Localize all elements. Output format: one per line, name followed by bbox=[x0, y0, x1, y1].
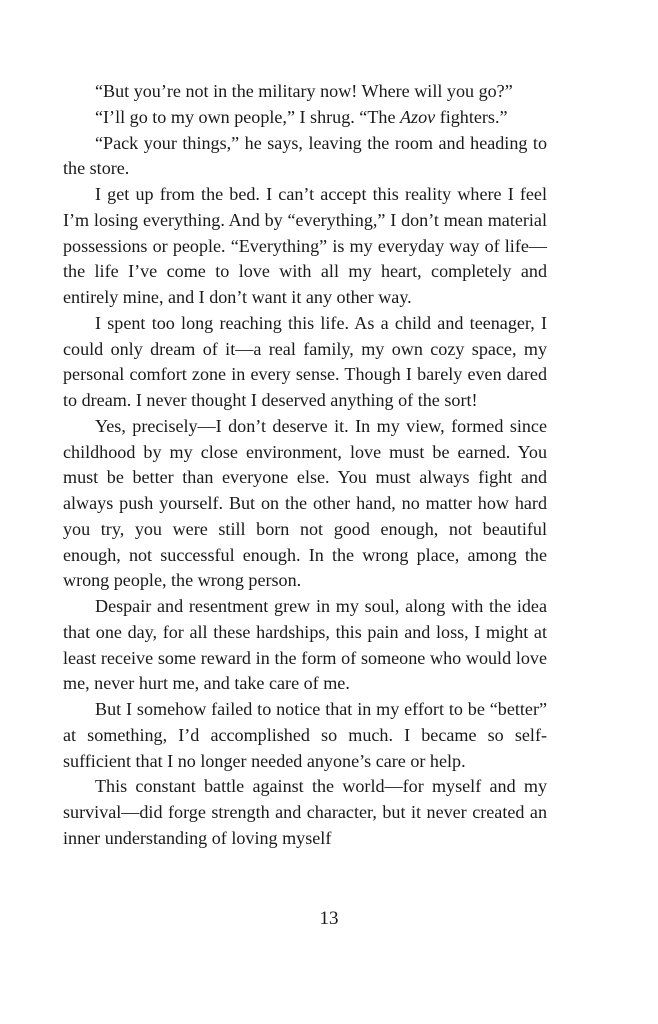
page-number: 13 bbox=[319, 908, 339, 929]
azov-italic: Azov bbox=[400, 106, 436, 127]
paragraph-5: I spent too long reaching this life. As a child and teenager, I could only dream of it—a real family, my own cozy space, my personal comfort zone in every sense. Though I barely even dared to dream. I never thought I deserved anything of the sort! bbox=[63, 312, 547, 410]
paragraph-2 bbox=[63, 105, 547, 131]
paragraph-8: But I somehow failed to notice that in my effort to be “better” at something, I’d accomplished so much. I became so self-sufficient that I no longer needed anyone’s care or help. bbox=[63, 699, 547, 771]
paragraph-9: This constant battle against the world—for myself and my survival—did forge strength and character, but it never created an inner understanding of loving myself bbox=[63, 776, 547, 848]
body-text bbox=[63, 79, 547, 852]
paragraph-7: Despair and resentment grew in my soul, along with the idea that one day, for all these hardships, this pain and loss, I might at least receive some reward in the form of someone who would love me, never hurt me, and take care of me. bbox=[63, 596, 547, 694]
paragraph-3: “Pack your things,” he says, leaving the room and heading to the store. bbox=[63, 132, 547, 179]
paragraph-2-text: “I’ll go to my own people,” I shrug. “The bbox=[95, 106, 400, 127]
paragraph-4: I get up from the bed. I can’t accept this reality where I feel I’m losing everything. And by “everything,” I don’t mean material possessions or people. “Everything” is my everyday way of life—the life I’ve come to love with all my heart, completely and entirely mine, and I don’t want it any other way. bbox=[63, 184, 547, 307]
paragraph-2-end: fighters.” bbox=[435, 106, 508, 127]
paragraph-6: Yes, precisely—I don’t deserve it. In my view, formed since childhood by my close environment, love must be earned. You must be better than everyone else. You must always fight and always push yourself. But on the other hand, no matter how hard you try, you were still born not good enough, not beautiful enough, not successful enough. In the wrong place, among the wrong people, the wrong person. bbox=[63, 415, 547, 591]
paragraph-1: “But you’re not in the military now! Where will you go?” bbox=[95, 81, 513, 101]
